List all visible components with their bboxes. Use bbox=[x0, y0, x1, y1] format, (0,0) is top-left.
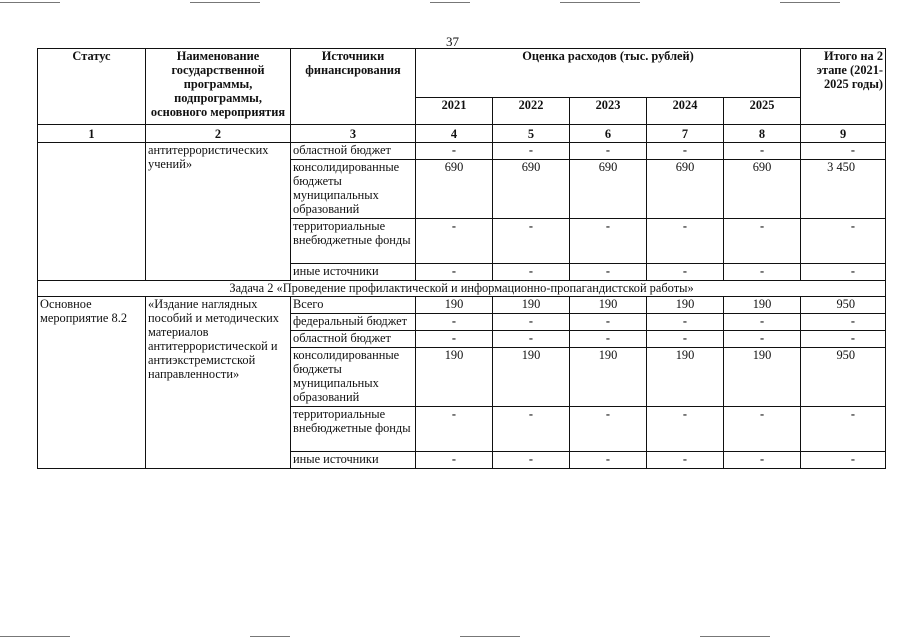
source-cell: Всего bbox=[291, 297, 416, 314]
value-cell: - bbox=[416, 264, 493, 281]
page-number: 37 bbox=[446, 34, 459, 49]
column-number: 2 bbox=[146, 125, 291, 143]
value-cell: - bbox=[416, 407, 493, 452]
value-cell: - bbox=[647, 143, 724, 160]
value-cell: - bbox=[724, 314, 801, 331]
scan-edge-line bbox=[460, 636, 520, 637]
program-name-cell: «Издание наглядных пособий и методических материалов антитеррористической и антиэкстремистской направленности» bbox=[146, 297, 291, 469]
value-cell: 190 bbox=[416, 348, 493, 407]
value-cell: 690 bbox=[724, 160, 801, 219]
value-cell: - bbox=[570, 219, 647, 264]
header-status: Статус bbox=[38, 49, 146, 125]
column-number: 5 bbox=[493, 125, 570, 143]
value-cell: - bbox=[493, 407, 570, 452]
header-name: Наименование государственной программы, подпрограммы, основного мероприятия bbox=[146, 49, 291, 125]
column-number: 3 bbox=[291, 125, 416, 143]
value-cell: - bbox=[493, 314, 570, 331]
source-cell: федеральный бюджет bbox=[291, 314, 416, 331]
task-row bbox=[38, 281, 886, 297]
task-title: Задача 2 «Проведение профилактической и информационно-пропагандистской работы» bbox=[38, 281, 886, 297]
source-cell: территориальные внебюджетные фонды bbox=[291, 407, 416, 452]
value-cell: - bbox=[493, 143, 570, 160]
value-cell: 190 bbox=[493, 348, 570, 407]
status-cell: Основное мероприятие 8.2 bbox=[38, 297, 146, 469]
total-cell: - bbox=[801, 331, 886, 348]
column-number: 6 bbox=[570, 125, 647, 143]
value-cell: - bbox=[493, 264, 570, 281]
value-cell: - bbox=[570, 314, 647, 331]
value-cell: - bbox=[570, 407, 647, 452]
value-cell: - bbox=[416, 143, 493, 160]
value-cell: - bbox=[647, 407, 724, 452]
value-cell: - bbox=[493, 452, 570, 469]
value-cell: 690 bbox=[647, 160, 724, 219]
column-number: 4 bbox=[416, 125, 493, 143]
value-cell: - bbox=[647, 314, 724, 331]
scan-edge-line bbox=[560, 2, 640, 3]
value-cell: 190 bbox=[570, 297, 647, 314]
source-cell: иные источники bbox=[291, 264, 416, 281]
source-cell: иные источники bbox=[291, 452, 416, 469]
total-cell: 950 bbox=[801, 297, 886, 314]
source-cell: консолидированные бюджеты муниципальных образований bbox=[291, 348, 416, 407]
value-cell: - bbox=[416, 314, 493, 331]
source-cell: консолидированные бюджеты муниципальных образований bbox=[291, 160, 416, 219]
value-cell: - bbox=[724, 264, 801, 281]
table-row bbox=[38, 297, 886, 314]
column-number: 7 bbox=[647, 125, 724, 143]
total-cell: - bbox=[801, 143, 886, 160]
value-cell: - bbox=[416, 219, 493, 264]
source-cell: территориальные внебюджетные фонды bbox=[291, 219, 416, 264]
year-header: 2025 bbox=[724, 98, 801, 125]
header-sources: Источники финансирования bbox=[291, 49, 416, 125]
status-cell bbox=[38, 143, 146, 281]
value-cell: - bbox=[416, 331, 493, 348]
scan-edge-line bbox=[190, 2, 260, 3]
value-cell: 690 bbox=[570, 160, 647, 219]
value-cell: - bbox=[647, 331, 724, 348]
value-cell: - bbox=[570, 331, 647, 348]
scan-edge-line bbox=[250, 636, 290, 637]
scan-edge-line bbox=[0, 2, 60, 3]
value-cell: 690 bbox=[493, 160, 570, 219]
budget-table bbox=[37, 48, 886, 469]
value-cell: - bbox=[570, 264, 647, 281]
column-number: 1 bbox=[38, 125, 146, 143]
total-cell: - bbox=[801, 314, 886, 331]
year-header: 2021 bbox=[416, 98, 493, 125]
value-cell: 190 bbox=[493, 297, 570, 314]
value-cell: 190 bbox=[724, 297, 801, 314]
value-cell: 190 bbox=[724, 348, 801, 407]
value-cell: - bbox=[724, 219, 801, 264]
scan-edge-line bbox=[0, 636, 70, 637]
year-header: 2023 bbox=[570, 98, 647, 125]
program-name-cell: антитеррористических учений» bbox=[146, 143, 291, 281]
value-cell: 690 bbox=[416, 160, 493, 219]
header-row bbox=[38, 49, 886, 98]
value-cell: - bbox=[647, 264, 724, 281]
value-cell: - bbox=[724, 331, 801, 348]
value-cell: 190 bbox=[570, 348, 647, 407]
value-cell: - bbox=[724, 407, 801, 452]
source-cell: областной бюджет bbox=[291, 331, 416, 348]
total-cell: - bbox=[801, 264, 886, 281]
scan-edge-line bbox=[780, 2, 840, 3]
total-cell: - bbox=[801, 452, 886, 469]
table-row bbox=[38, 143, 886, 160]
value-cell: 190 bbox=[647, 348, 724, 407]
value-cell: - bbox=[493, 219, 570, 264]
column-number: 9 bbox=[801, 125, 886, 143]
value-cell: - bbox=[570, 143, 647, 160]
column-number: 8 bbox=[724, 125, 801, 143]
value-cell: - bbox=[416, 452, 493, 469]
total-cell: 950 bbox=[801, 348, 886, 407]
column-number-row bbox=[38, 125, 886, 143]
value-cell: - bbox=[493, 331, 570, 348]
scan-edge-line bbox=[430, 2, 470, 3]
value-cell: 190 bbox=[416, 297, 493, 314]
total-cell: - bbox=[801, 407, 886, 452]
value-cell: - bbox=[647, 219, 724, 264]
value-cell: - bbox=[647, 452, 724, 469]
total-cell: - bbox=[801, 219, 886, 264]
source-cell: областной бюджет bbox=[291, 143, 416, 160]
value-cell: - bbox=[570, 452, 647, 469]
year-header: 2022 bbox=[493, 98, 570, 125]
total-cell: 3 450 bbox=[801, 160, 886, 219]
header-total: Итого на 2 этапе (2021-2025 годы) bbox=[801, 49, 886, 125]
value-cell: 190 bbox=[647, 297, 724, 314]
year-header: 2024 bbox=[647, 98, 724, 125]
header-estimate: Оценка расходов (тыс. рублей) bbox=[416, 49, 801, 98]
scan-edge-line bbox=[700, 636, 770, 637]
value-cell: - bbox=[724, 143, 801, 160]
value-cell: - bbox=[724, 452, 801, 469]
